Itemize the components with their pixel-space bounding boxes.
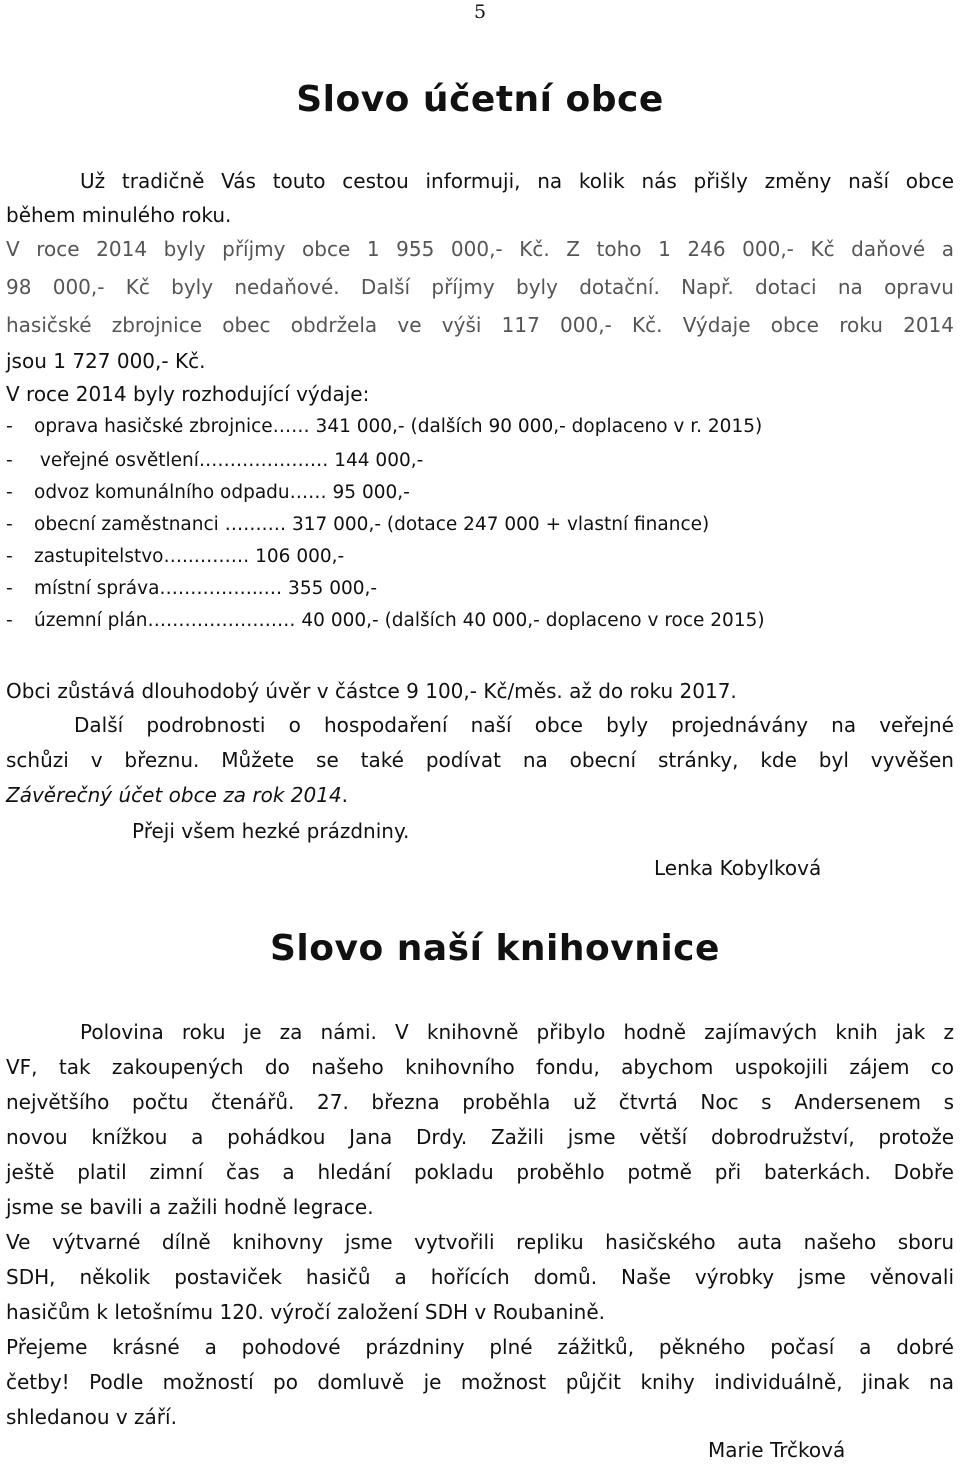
paragraph-line: novou knížkou a pohádkou Jana Drdy. Zažili jsme větší dobrodružství, protože [6,1125,954,1149]
paragraph-line: hasičům k letošnímu 120. výročí založení SDH v Roubanině. [6,1300,606,1324]
paragraph-line: Přejeme krásné a pohodové prázdniny plné zážitků, pěkného počasí a dobré [6,1335,954,1359]
period: . [341,783,349,807]
paragraph-line: Další podrobnosti o hospodaření naší obce byly projednávány na veřejné [74,713,954,737]
paragraph-line: největšího počtu čtenářů. 27. března proběhla už čtvrtá Noc s Andersenem s [6,1090,954,1114]
expense-text: územní plán…………………… 40 000,- (dalších 40 000,- doplaceno v roce 2015) [34,610,765,631]
expense-text: zastupitelstvo…..……… 106 000,- [34,546,345,567]
paragraph-line: shledanou v září. [6,1405,177,1429]
paragraph-line: četby! Podle možností po domluvě je možnost půjčit knihy individuálně, jinak na [6,1370,954,1394]
expense-item: - oprava hasičské zbrojnice…… 341 000,- (dalších 90 000,- doplaceno v r. 2015) [6,416,763,437]
paragraph-line: Už tradičně Vás touto cestou informuji, na kolik nás přišly změny naší obce [80,169,954,193]
signature-librarian: Marie Trčková [708,1438,846,1462]
paragraph-line: SDH, několik postaviček hasičů a hořících domů. Naše výrobky jsme věnovali [6,1265,954,1289]
expense-item: - zastupitelstvo…..……… 106 000,- [6,546,345,567]
paragraph-line: hasičské zbrojnice obec obdržela ve výši 117 000,- Kč. Výdaje obce roku 2014 [6,313,954,337]
document-name: Závěrečný účet obce za rok 2014 [6,783,342,807]
expense-text: obecní zaměstnanci …….… 317 000,- (dotace 247 000 + vlastní finance) [34,514,710,535]
paragraph-line: VF, tak zakoupených do našeho knihovního fondu, abychom uspokojili zájem co [6,1055,954,1079]
paragraph-line: jsme se bavili a zažili hodně legrace. [6,1195,374,1219]
paragraph-line: Polovina roku je za námi. V knihovně přibylo hodně zajímavých knih jak z [80,1020,954,1044]
expense-item: - obecní zaměstnanci …….… 317 000,- (dotace 247 000 + vlastní finance) [6,514,710,535]
paragraph-line: Ve výtvarné dílně knihovny jsme vytvořili repliku hasičského auta našeho sboru [6,1230,954,1254]
expense-text: odvoz komunálního odpadu…… 95 000,- [34,482,410,503]
expense-item: - odvoz komunálního odpadu…… 95 000,- [6,482,410,503]
expense-text: místní správa……………..… 355 000,- [34,578,378,599]
paragraph-line: 98 000,- Kč byly nedaňové. Další příjmy byly dotační. Např. dotaci na opravu [6,275,954,299]
paragraph-line: jsou 1 727 000,- Kč. [6,349,206,373]
expense-text: oprava hasičské zbrojnice…… 341 000,- (dalších 90 000,- doplaceno v r. 2015) [34,416,763,437]
paragraph-line: V roce 2014 byly příjmy obce 1 955 000,- Kč. Z toho 1 246 000,- Kč daňové a [6,237,954,261]
expense-text: veřejné osvětlení………………… 144 000,- [34,450,424,471]
paragraph-line [6,779,954,811]
expenses-heading: V roce 2014 byly rozhodující výdaje: [6,382,370,406]
paragraph-line: během minulého roku. [6,203,232,227]
page-number: 5 [473,1,487,23]
paragraph-line: ještě platil zimní čas a hledání pokladu proběhlo potmě při baterkách. Dobře [6,1160,954,1184]
expense-item: - územní plán…………………… 40 000,- (dalších 40 000,- doplaceno v roce 2015) [6,610,765,631]
section-title-library: Slovo naší knihovnice [270,928,720,969]
expense-item: - veřejné osvětlení………………… 144 000,- [6,450,424,471]
signature-accountant: Lenka Kobylková [654,856,822,880]
paragraph-line: schůzi v březnu. Můžete se také podívat na obecní stránky, kde byl vyvěšen [6,748,954,772]
wish-line: Přeji všem hezké prázdniny. [132,819,410,843]
expense-item: - místní správa……………..… 355 000,- [6,578,378,599]
loan-statement: Obci zůstává dlouhodobý úvěr v částce 9 100,- Kč/měs. až do roku 2017. [6,679,737,703]
section-title-accounting: Slovo účetní obce [296,79,664,120]
